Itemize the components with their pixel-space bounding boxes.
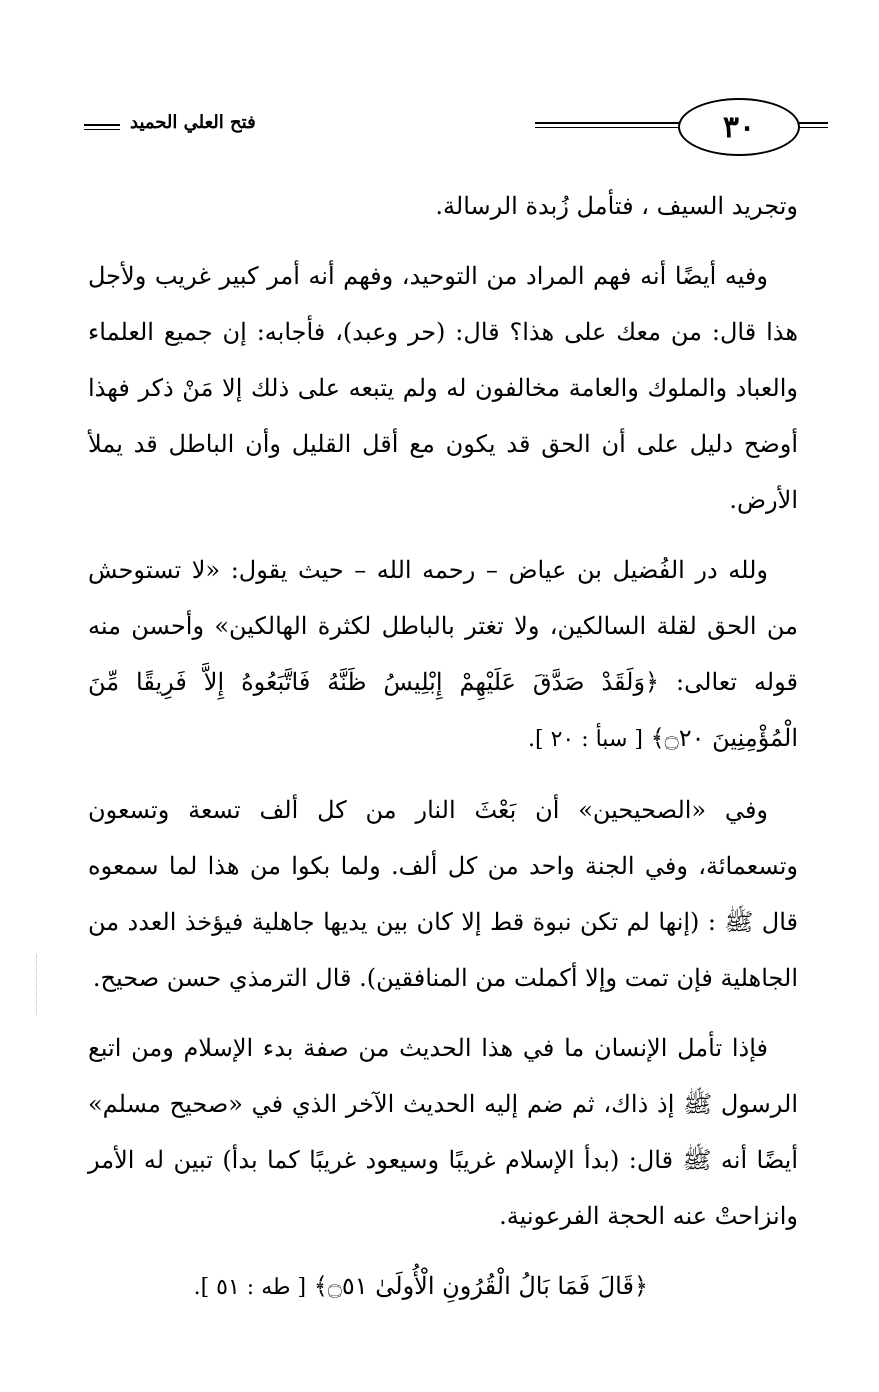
paragraph-4 [88,782,798,1006]
paragraph-5 [88,1020,798,1244]
header-rule-right-tail [798,122,828,128]
paragraph-2 [88,248,798,528]
verse-reference-saba: [ سبأ : ٢٠ ]. [527,727,643,752]
paragraph-3 [88,542,798,768]
page-number [678,98,800,156]
book-title: فتح العلي الحميد [130,112,256,133]
paragraph-2-text: وفيه أيضًا أنه فهم المراد من التوحيد، وفهم أنه أمر كبير غريب ولأجل هذا قال: من معك على هذا؟ قال: (حر وعبد)، فأجابه: إن جميع العلماء والعباد والملوك والعامة مخالفون له ولم يتبعه على ذلك إلا مَنْ ذكر فهذا أوضح دليل على أن الحق قد يكون مع أقل القليل وأن الباطل قد يملأ الأرض. [88,262,798,514]
paragraph-5-text: فإذا تأمل الإنسان ما في هذا الحديث من صفة بدء الإسلام ومن اتبع الرسول ﷺ إذ ذاك، ثم ضم إليه الحديث الآخر الذي في «صحيح مسلم» أيضًا أنه ﷺ قال: (بدأ الإسلام غريبًا وسيعود غريبًا كما بدأ) تبين له الأمر وانزاحتْ عنه الحجة الفرعونية. [88,1034,798,1230]
verse-reference-taha: [ طه : ٥١ ]. [193,1275,307,1300]
header-rule-left [84,124,120,130]
paragraph-4-text: وفي «الصحيحين» أن بَعْثَ النار من كل ألف تسعة وتسعون وتسعمائة، وفي الجنة واحد من كل ألف. ولما بكوا من هذا لما سمعوه قال ﷺ : (إنها لم تكن نبوة قط إلا كان بين يديها جاهلية فيؤخذ العدد من الجاهلية فإن تمت وإلا أكملت من المنافقين). قال الترمذي حسن صحيح. [88,796,798,992]
quran-verse-taha: ﴿قَالَ فَمَا بَالُ الْقُرُونِ الْأُولَىٰ ۝٥١﴾ [313,1272,648,1300]
page-header [70,86,800,166]
paragraph-1 [88,178,798,234]
page-body [88,178,798,1316]
closing-verse [88,1258,798,1316]
paragraph-3-text: ولله در الفُضيل بن عياض – رحمه الله – حيث يقول: «لا تستوحش من الحق لقلة السالكين، ولا تغتر بالباطل لكثرة الهالكين» وأحسن منه قوله تعالى: [88,556,798,696]
page-number-text: ٣٠ [722,109,756,145]
scan-edge-mark [36,955,38,1015]
quran-verse-saba: ﴿وَلَقَدْ صَدَّقَ عَلَيْهِمْ إِبْلِيسُ ظَنَّهُ فَاتَّبَعُوهُ إِلاَّ فَرِيقًا مِّنَ الْمُؤْمِنِينَ ۝٢٠﴾ [88,668,798,752]
paragraph-1-text: وتجريد السيف ، فتأمل زُبدة الرسالة. [435,192,798,220]
